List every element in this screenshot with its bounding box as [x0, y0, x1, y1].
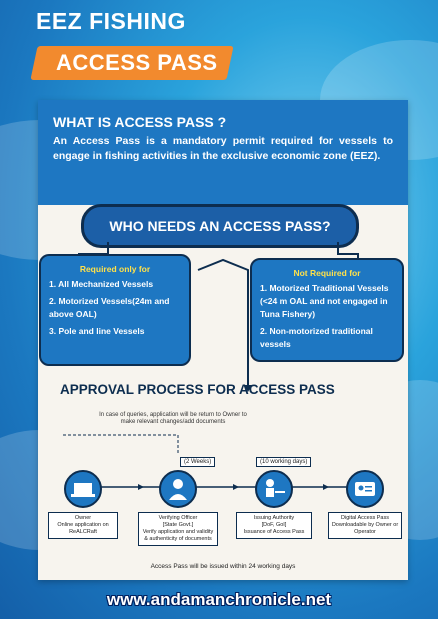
query-note: In case of queries, application will be return to Owner to make relevant changes/add documents: [99, 412, 247, 425]
arrow-left: [78, 242, 108, 254]
step-caption: Owner Online application on ReALCRaft: [48, 512, 118, 539]
list-item: 3. Pole and line Vessels: [49, 326, 145, 336]
what-description: An Access Pass is a mandatory permit required for vessels to engage in fishing activities in the exclusive economic zone (EEZ).: [53, 135, 393, 162]
title-line-2: ACCESS PASS: [56, 50, 218, 75]
info-panel: [38, 100, 408, 580]
duration-label: (2 Weeks): [180, 457, 215, 467]
required-list: [41, 278, 189, 338]
what-heading: WHAT IS ACCESS PASS ?: [53, 114, 227, 130]
issuance-note: Access Pass will be issued within 24 working days: [150, 563, 296, 570]
approval-heading: APPROVAL PROCESS FOR ACCESS PASS: [60, 382, 335, 397]
required-box: [39, 254, 191, 366]
step-owner: [48, 470, 118, 539]
step-caption: Issuing Authority [DoF, GoI] Issuance of Access Pass: [236, 512, 312, 539]
duration-label: (10 working days): [256, 457, 311, 467]
step-digital-pass: [328, 470, 402, 539]
what-section: [38, 100, 408, 205]
list-item: 2. Motorized Vessels(24m and above OAL): [49, 296, 170, 319]
list-item: 1. All Mechanized Vessels: [49, 279, 154, 289]
officer-icon: [159, 470, 197, 508]
not-required-box: [250, 258, 404, 362]
step-caption: Verifying Officer [State Govt.] Verify application and validity & authenticity of documents: [138, 512, 218, 546]
id-card-icon: [346, 470, 384, 508]
not-required-title: Not Required for: [293, 268, 361, 278]
desk-person-icon: [255, 470, 293, 508]
laptop-icon: [64, 470, 102, 508]
list-item: 1. Motorized Traditional Vessels (<24 m OAL and not engaged in Tuna Fishery): [260, 283, 389, 319]
arrow-middle: [198, 260, 248, 385]
title-line-1: EEZ FISHING: [36, 8, 186, 34]
step-caption: Digital Access Pass Downloadable by Owner or Operator: [328, 512, 402, 539]
watermark-url: www.andamanchronicle.net: [106, 590, 332, 609]
required-title: Required only for: [79, 264, 151, 274]
step-issuing-authority: [236, 470, 312, 539]
return-line: [63, 435, 178, 453]
list-item: 2. Non-motorized traditional vessels: [260, 326, 373, 349]
step-verifying-officer: [138, 470, 218, 546]
who-heading: WHO NEEDS AN ACCESS PASS?: [81, 204, 359, 248]
not-required-list: [252, 282, 402, 351]
